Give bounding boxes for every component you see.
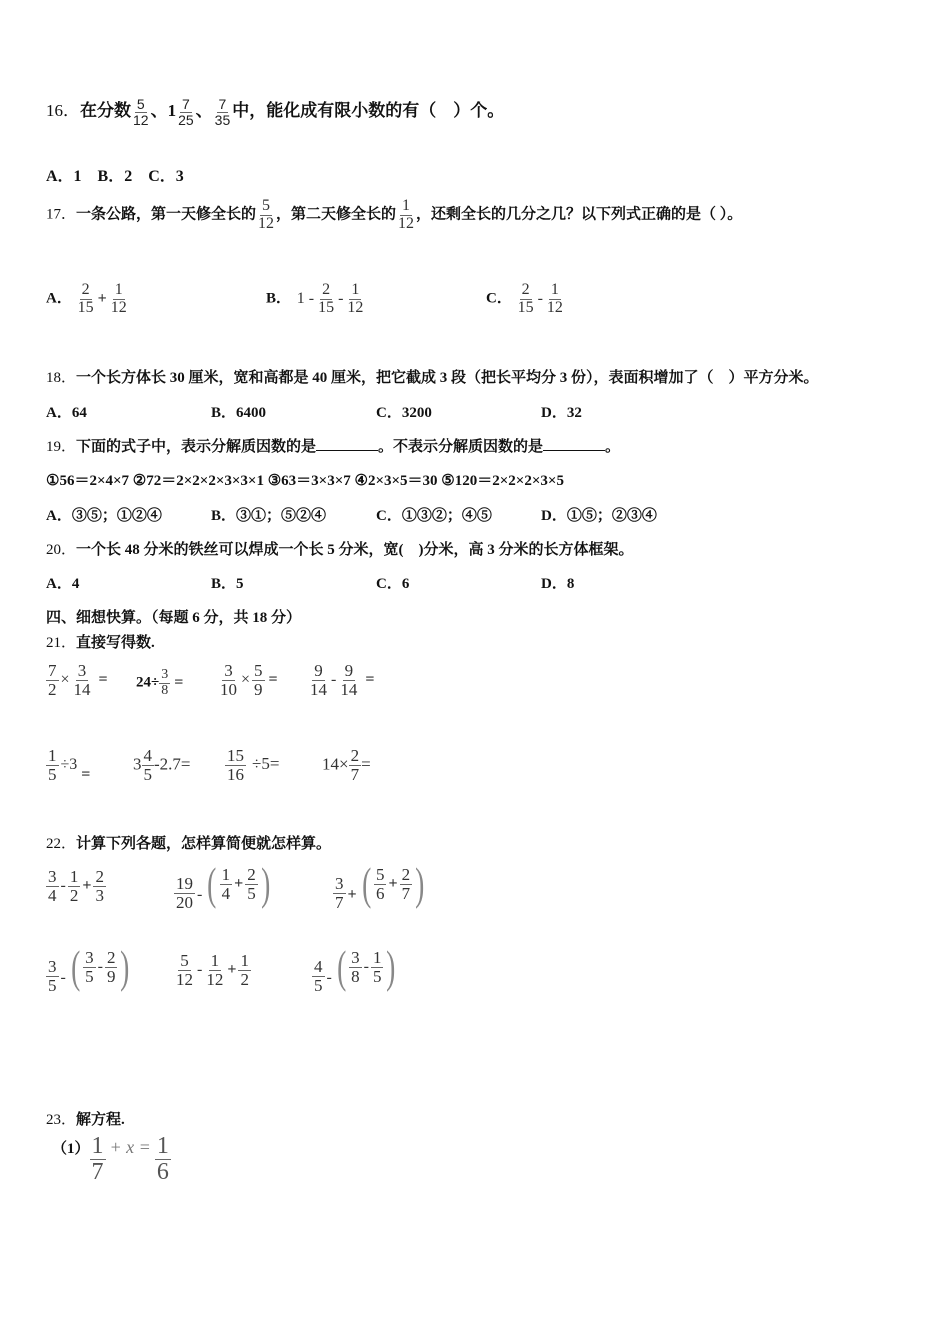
fraction: $\frac{3}{14}$ xyxy=(73,661,91,699)
q21-expr-7: $\frac{15}{16}$ ÷5= xyxy=(227,746,280,784)
fraction: $\frac{1}{12}$ xyxy=(347,281,364,316)
q21-expr-4: $\frac{9}{14}$ - $\frac{9}{14}$ = xyxy=(310,661,375,699)
fraction: $\frac{2}{5}$ xyxy=(247,864,256,903)
fraction: $\frac{5}{9}$ xyxy=(254,661,263,699)
fraction: $\frac{9}{14}$ xyxy=(310,661,327,699)
q16-number: 16． xyxy=(46,101,80,120)
q18-option-d: D．32 xyxy=(541,405,582,421)
fraction: $\frac{4}{5}$ xyxy=(143,746,152,784)
q19-option-b: B．③①；⑤②④ xyxy=(211,508,327,524)
fraction: 2 9 xyxy=(106,947,116,986)
q23-title: 23．解方程. xyxy=(46,1112,125,1128)
q21-expr-5: $\frac{1}{5}$ ÷3= xyxy=(48,746,91,784)
fraction: $\frac{5}{12}$ xyxy=(176,951,193,989)
q18-option-c: C．3200 xyxy=(376,405,432,421)
q16-options: A．1 B．2 C．3 xyxy=(46,168,184,185)
fraction: $\frac{3}{10}$ xyxy=(220,661,237,699)
q17-number: 17． xyxy=(46,206,77,223)
q18-stem: 18．一个长方体长 30 厘米，宽和高都是 40 厘米，把它截成 3 段（把长平均分 3 份），表面积增加了（ ）平方分米。 xyxy=(46,370,819,386)
q22-problem-2: $\frac{19}{20}$ - ( 1 4 + $\frac{2}{5}$ ) xyxy=(176,858,271,912)
q22-problem-5: $\frac{5}{12}$ - $\frac{1}{12}$ + $\frac{1}{2}$ xyxy=(176,951,249,989)
fraction: 1 5 xyxy=(372,947,382,986)
q21-title: 21．直接写得数. xyxy=(46,635,155,651)
q22-problem-6: $\frac{4}{5}$ - ( 3 8 - 1 5 ) xyxy=(314,941,396,995)
q23-equation-1: （1） $\frac{1}{7}$ + x = $\frac{1}{6}$ xyxy=(52,1133,169,1186)
q22-problem-3: $\frac{3}{7}$ + ( 5 6 + $\frac{2}{7}$ ) xyxy=(335,858,425,912)
fraction: $\frac{5}{12}$ xyxy=(258,197,275,232)
q22-title: 22．计算下列各题，怎样算简便就怎样算。 xyxy=(46,836,332,852)
q19-option-c: C．①③②；④⑤ xyxy=(376,508,492,524)
fraction: $\frac{1}{12}$ xyxy=(206,951,224,989)
q21-expr-6: 3 $\frac{4}{5}$ -2.7= xyxy=(133,746,191,784)
q17-option-c: C． $\frac{2}{15}$ - $\frac{1}{12}$ xyxy=(486,281,563,316)
fraction: $\frac{9}{14}$ xyxy=(340,661,358,699)
answer-blank xyxy=(316,450,378,451)
fraction: $\frac{2}{7}$ xyxy=(401,864,411,903)
q20-option-b: B．5 xyxy=(211,576,244,592)
fraction: $\frac{2}{3}$ xyxy=(95,867,104,905)
fraction: $\frac{15}{16}$ xyxy=(227,746,244,784)
q18-option-a: A．64 xyxy=(46,405,87,421)
fraction: 5 6 xyxy=(375,864,385,903)
fraction: $\frac{2}{15}$ xyxy=(517,281,534,316)
fraction: $\frac{7}{25}$ xyxy=(178,95,194,128)
fraction: 1 4 xyxy=(221,864,231,903)
q19-option-a: A．③⑤；①②④ xyxy=(46,508,162,524)
answer-blank xyxy=(543,450,605,451)
fraction: $\frac{3}{7}$ xyxy=(335,873,344,912)
fraction: $\frac{2}{15}$ xyxy=(318,281,335,316)
fraction: $\frac{1}{5}$ xyxy=(48,746,57,784)
fraction: $\frac{1}{2}$ xyxy=(69,867,79,905)
section-4-title: 四、细想快算。（每题 6 分，共 18 分） xyxy=(46,610,302,626)
q19-items: ①56＝2×4×7 ②72＝2×2×2×3×3×1 ③63＝3×3×7 ④2×3×5＝30 ⑤120＝2×2×2×3×5 xyxy=(46,473,564,489)
fraction: $\frac{4}{5}$ xyxy=(314,956,323,995)
fraction: $\frac{2}{15}$ xyxy=(77,281,94,316)
q22-problem-4: $\frac{3}{5}$ - ( 3 5 - 2 9 ) xyxy=(48,941,130,995)
fraction: $\frac{1}{7}$ xyxy=(91,1133,104,1186)
q22-problem-1: $\frac{3}{4}$ - $\frac{1}{2}$ + $\frac{2}{3}$ xyxy=(48,867,104,905)
q20-option-c: C．6 xyxy=(376,576,410,592)
q20-stem: 20．一个长 48 分米的铁丝可以焊成一个长 5 分米，宽( )分米，高 3 分米的长方体框架。 xyxy=(46,542,634,558)
q21-expr-3: $\frac{3}{10}$ × $\frac{5}{9}$ = xyxy=(220,661,278,699)
fraction: $\frac{5}{12}$ xyxy=(133,95,149,128)
fraction: $\frac{7}{35}$ xyxy=(214,95,231,128)
q17-stem: 17．一条公路，第一天修全长的 $\frac{5}{12}$ ，第二天修全长的 $\frac{1}{12}$ ，还剩全长的几分之几？以下列式正确的是（ ）。 xyxy=(46,197,743,232)
fraction: $\frac{1}{12}$ xyxy=(546,281,563,316)
fraction: $\frac{19}{20}$ xyxy=(176,873,193,912)
fraction: $\frac{1}{2}$ xyxy=(240,951,249,989)
fraction: $\frac{2}{7}$ xyxy=(350,746,360,784)
fraction: 3 8 xyxy=(351,947,360,986)
q21-expr-2: 24÷ $\frac{3}{8}$ = xyxy=(136,667,184,698)
fraction: $\frac{1}{12}$ xyxy=(110,281,127,316)
q16-stem: 16．在分数 $\frac{5}{12}$ 、1 $\frac{7}{25}$ 、 $\frac{7}{35}$ 中，能化成有限小数的有（ ）个。 xyxy=(46,95,505,128)
q20-option-d: D．8 xyxy=(541,576,575,592)
fraction: $\frac{3}{4}$ xyxy=(48,867,57,905)
fraction: $\frac{1}{6}$ xyxy=(156,1133,169,1186)
q21-expr-8: 14× $\frac{2}{7}$ = xyxy=(322,746,371,784)
q19-stem: 19．下面的式子中，表示分解质因数的是 。不表示分解质因数的是 。 xyxy=(46,439,621,455)
q18-option-b: B．6400 xyxy=(211,405,267,421)
q21-expr-1: $\frac{7}{2}$ × $\frac{3}{14}$ = xyxy=(48,661,108,699)
q17-option-a: A． $\frac{2}{15}$ + $\frac{1}{12}$ xyxy=(46,281,127,316)
fraction: $\frac{1}{12}$ xyxy=(398,197,415,232)
q20-option-a: A．4 xyxy=(46,576,80,592)
fraction: 3 5 xyxy=(85,947,94,986)
fraction: $\frac{3}{8}$ xyxy=(161,667,169,698)
q19-option-d: D．①⑤；②③④ xyxy=(541,508,657,524)
fraction: $\frac{7}{2}$ xyxy=(48,661,57,699)
q17-option-b: B． 1 - $\frac{2}{15}$ - $\frac{1}{12}$ xyxy=(266,281,364,316)
fraction: $\frac{3}{5}$ xyxy=(48,956,57,995)
